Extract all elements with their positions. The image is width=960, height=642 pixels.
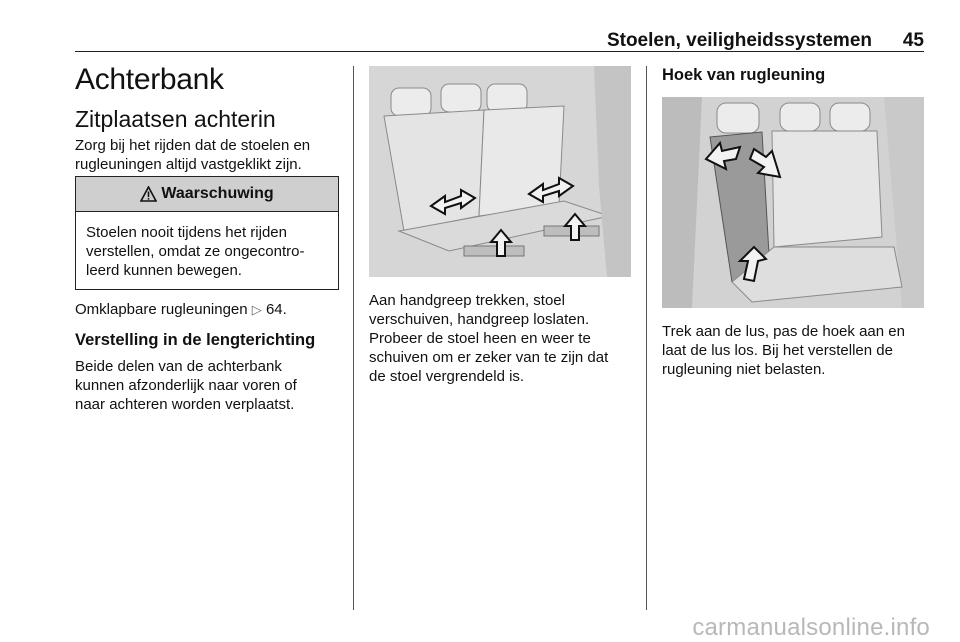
header-rule	[75, 51, 924, 52]
reference-arrow-icon: ▷	[251, 303, 262, 318]
backrest-angle-heading: Hoek van rugleuning	[662, 66, 826, 84]
cross-reference[interactable]: Omklapbare rugleuningen ▷ 64.	[75, 301, 287, 318]
warning-text: Stoelen nooit tijdens het rijden verstellen, omdat ze ongecontro- leerd kunnen bewegen.	[86, 224, 305, 279]
intro-paragraph: Zorg bij het rijden dat de stoelen en rugleuningen altijd vastgeklikt zijn.	[75, 137, 311, 173]
section-heading: Achterbank	[75, 63, 224, 96]
watermark: carmanualsonline.info	[692, 614, 930, 641]
warning-label: Waarschuwing	[161, 185, 274, 202]
backrest-angle-illustration	[662, 97, 924, 308]
backrest-caption: Trek aan de lus, pas de hoek aan en laat de lus los. Bij het verstellen de rugleuning niet belasten.	[662, 323, 905, 378]
slide-caption: Aan handgreep trekken, stoel verschuiven, handgreep loslaten. Probeer de stoel heen en weer te schuiven om er zeker van te zijn dat de stoel vergrendeld is.	[369, 292, 609, 385]
warning-box	[75, 176, 339, 290]
subsection-heading: Zitplaatsen achterin	[75, 106, 276, 132]
body-paragraph: Beide delen van de achterbank kunnen afzonderlijk naar voren of naar achteren worden verplaatst.	[75, 358, 297, 413]
column-divider-1	[353, 66, 354, 610]
subsection-heading-longitudinal: Verstelling in de lengterichting	[75, 331, 316, 349]
rear-seat-slide-illustration	[369, 66, 631, 277]
column-divider-2	[646, 66, 647, 610]
page-number: 45	[902, 30, 924, 51]
running-header-title: Stoelen, veiligheidssystemen	[606, 30, 872, 51]
warning-triangle-icon	[140, 186, 157, 202]
warning-header	[76, 177, 338, 212]
